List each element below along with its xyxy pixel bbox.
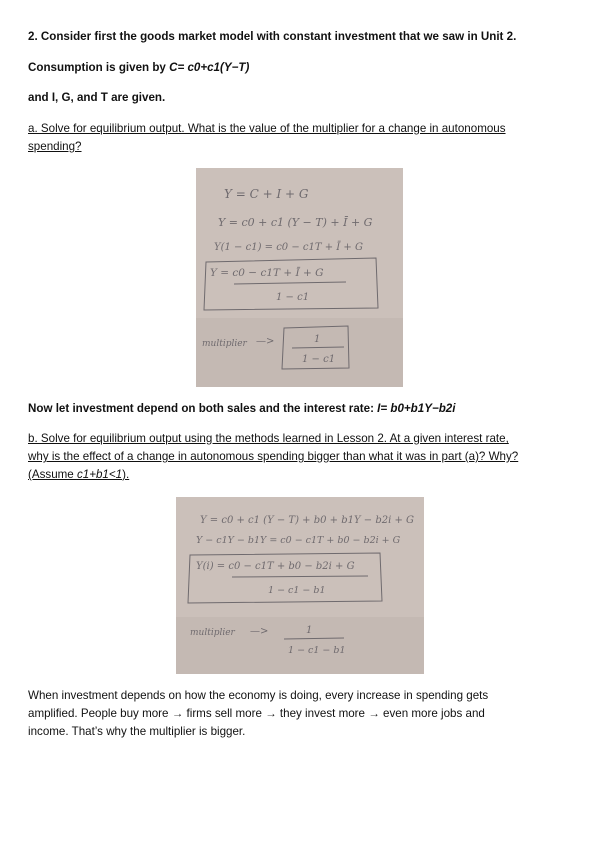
photo-a-multiplier-word: multiplier bbox=[202, 339, 247, 349]
part-b-assume-post: ). bbox=[122, 468, 130, 481]
answer-line-2: amplified. People buy more → firms sell more → they invest more → even more jobs and bbox=[28, 707, 485, 720]
photo-a-eq4-denominator: 1 − c1 bbox=[276, 292, 310, 303]
consumption-formula: C= c0+c1(Y−T) bbox=[169, 61, 250, 74]
handwritten-solution-photo-a bbox=[196, 168, 403, 387]
part-b-assume-formula: c1+b1<1 bbox=[76, 468, 123, 481]
photo-b-eq3-denominator: 1 − c1 − b1 bbox=[268, 585, 326, 596]
photo-a-eq1: Y = C + I + G bbox=[224, 187, 309, 201]
part-b-assume-pre: (Assume bbox=[28, 468, 77, 481]
investment-formula: I= b0+b1Y−b2i bbox=[377, 402, 456, 415]
part-a-question-line-2: spending? bbox=[28, 140, 82, 153]
photo-a-multiplier-denominator: 1 − c1 bbox=[302, 354, 336, 365]
answer-line-3: income. That’s why the multiplier is bigger. bbox=[28, 725, 246, 738]
part-b-question-line-1: b. Solve for equilibrium output using the methods learned in Lesson 2. At a given interest rate, bbox=[28, 432, 509, 445]
given-statement: and I, G, and T are given. bbox=[28, 91, 166, 104]
handwritten-solution-photo-b bbox=[176, 497, 424, 674]
answer-line-1: When investment depends on how the economy is doing, every increase in spending gets bbox=[28, 689, 489, 702]
photo-a-drawing bbox=[196, 168, 403, 387]
part-b-question-line-2: why is the effect of a change in autonomous spending bigger than what it was in part (a)? Why? bbox=[28, 450, 519, 463]
part-a-question-line-1: a. Solve for equilibrium output. What is the value of the multiplier for a change in autonomous bbox=[28, 122, 506, 135]
photo-b-multiplier-numerator: 1 bbox=[306, 625, 313, 636]
investment-statement bbox=[28, 400, 573, 418]
photo-b-eq3-numerator: Y(i) = c0 − c1T + b0 − b2i + G bbox=[196, 561, 355, 572]
photo-a-eq4-numerator: Y = c0 − c1T + Ī + G bbox=[210, 267, 324, 279]
photo-a-arrow: —> bbox=[256, 336, 275, 347]
photo-b-multiplier-denominator: 1 − c1 − b1 bbox=[288, 645, 346, 656]
photo-b-eq2: Y − c1Y − b1Y = c0 − c1T + b0 − b2i + G bbox=[196, 535, 401, 546]
question-heading: 2. Consider first the goods market model with constant investment that we saw in Unit 2. bbox=[28, 30, 517, 43]
investment-label: Now let investment depend on both sales and the interest rate: bbox=[28, 402, 378, 415]
photo-b-multiplier-word: multiplier bbox=[190, 628, 235, 638]
photo-b-drawing bbox=[176, 497, 424, 674]
part-b-question-line-3 bbox=[28, 466, 573, 484]
photo-b-arrow: —> bbox=[250, 626, 269, 637]
consumption-label: Consumption is given by bbox=[28, 61, 170, 74]
photo-a-eq2: Y = c0 + c1 (Y − T) + Ī + G bbox=[218, 216, 373, 229]
photo-b-eq1: Y = c0 + c1 (Y − T) + b0 + b1Y − b2i + G bbox=[200, 515, 415, 526]
photo-a-multiplier-numerator: 1 bbox=[314, 334, 321, 345]
photo-a-eq3: Y(1 − c1) = c0 − c1T + Ī + G bbox=[214, 242, 363, 253]
consumption-statement bbox=[28, 59, 573, 77]
